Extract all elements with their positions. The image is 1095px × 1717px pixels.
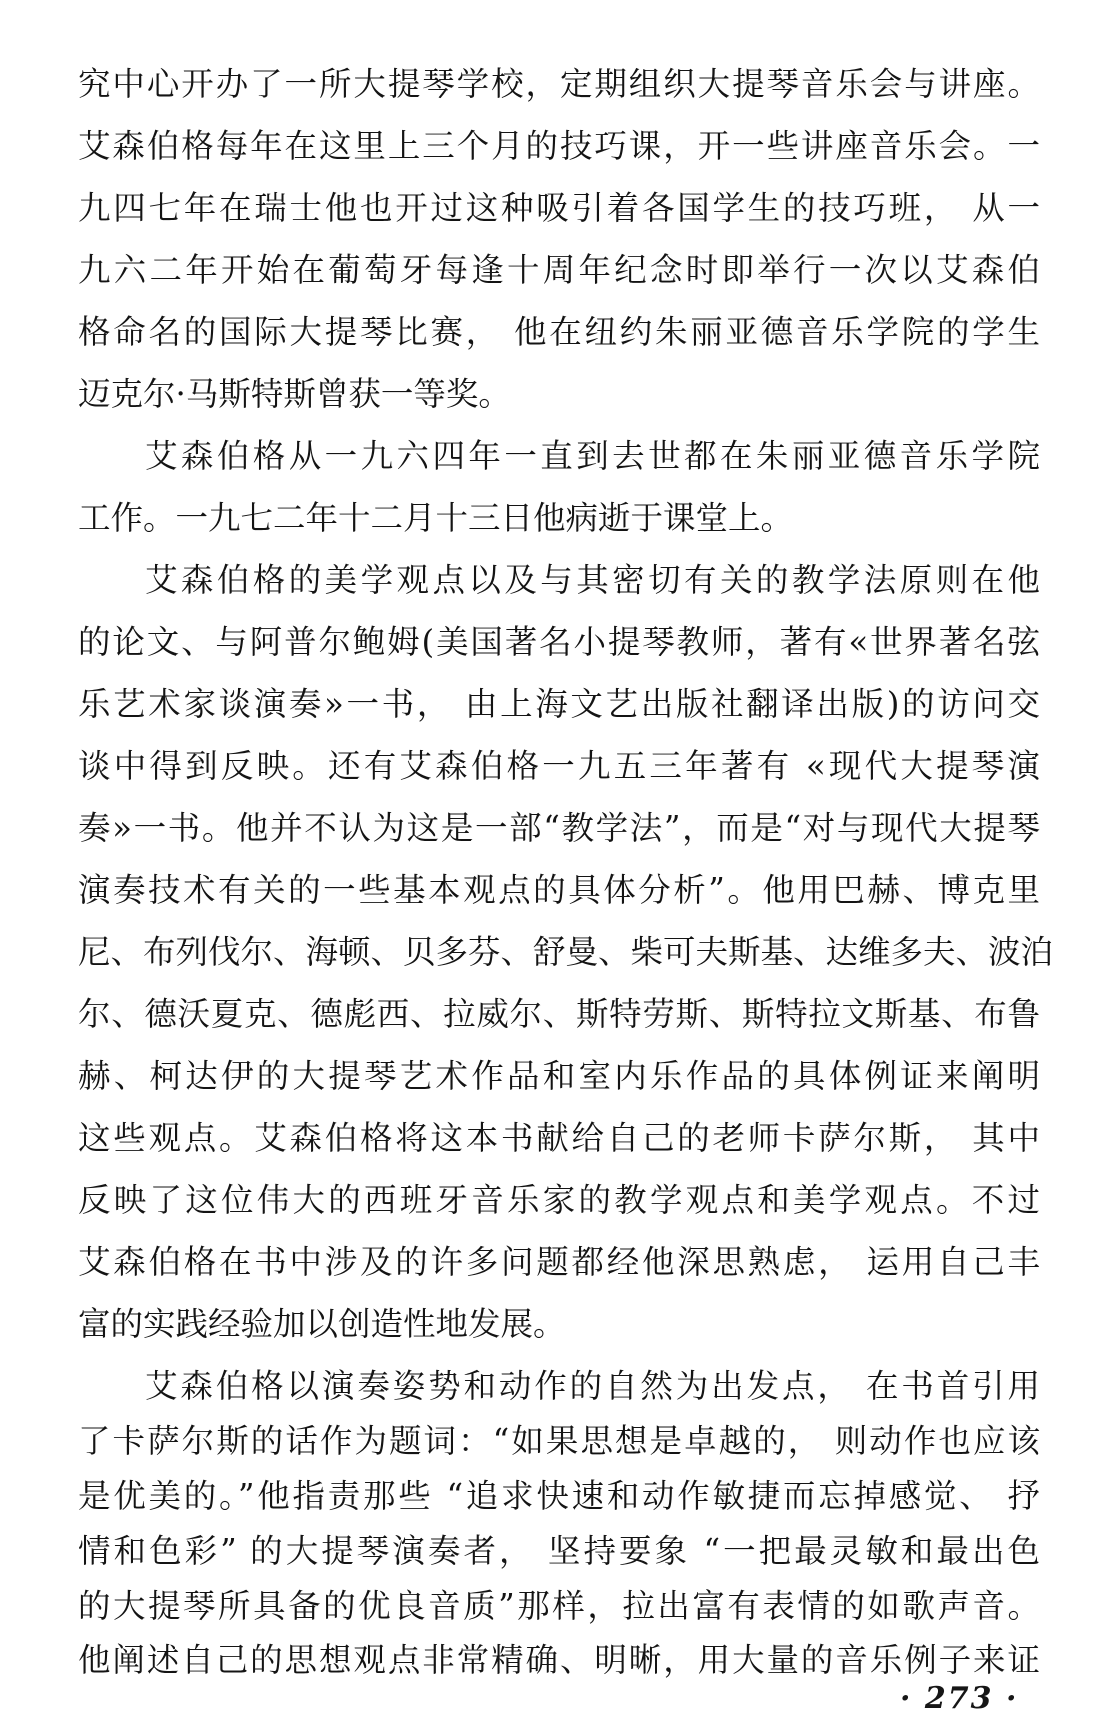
text-line: 的论文、与阿普尔鲍姆(美国著名小提琴教师，著有«世界著名弦 <box>78 623 1040 661</box>
text-line: 九六二年开始在葡萄牙每逢十周年纪念时即举行一次以艾森伯 <box>78 251 1040 289</box>
text-line: 这些观点。艾森伯格将这本书献给自己的老师卡萨尔斯， 其中 <box>78 1119 1040 1157</box>
text-line: 奏»一书。他并不认为这是一部“教学法”，而是“对与现代大提琴 <box>78 809 1040 847</box>
text-line: 演奏技术有关的一些基本观点的具体分析”。他用巴赫、博克里 <box>78 871 1040 909</box>
text-line: 艾森伯格的美学观点以及与其密切有关的教学法原则在他 <box>145 561 1040 599</box>
text-line: 格命名的国际大提琴比赛， 他在纽约朱丽亚德音乐学院的学生 <box>78 313 1040 351</box>
text-line: 了卡萨尔斯的话作为题词：“如果思想是卓越的， 则动作也应该 <box>78 1422 1040 1460</box>
text-line: 艾森伯格以演奏姿势和动作的自然为出发点， 在书首引用 <box>145 1367 1040 1405</box>
text-line: 艾森伯格从一九六四年一直到去世都在朱丽亚德音乐学院 <box>145 437 1040 475</box>
text-line: 反映了这位伟大的西班牙音乐家的教学观点和美学观点。不过 <box>78 1181 1040 1219</box>
text-line: 究中心开办了一所大提琴学校，定期组织大提琴音乐会与讲座。 <box>78 65 1040 103</box>
text-line: 是优美的。”他指责那些 “追求快速和动作敏捷而忘掉感觉、 抒 <box>78 1477 1040 1515</box>
text-line: 尼、布列伐尔、海顿、贝多芬、舒曼、柴可夫斯基、达维多夫、波泊 <box>78 933 1054 971</box>
text-line: 情和色彩” 的大提琴演奏者， 坚持要象 “一把最灵敏和最出色 <box>78 1532 1040 1570</box>
text-line: 艾森伯格每年在这里上三个月的技巧课，开一些讲座音乐会。一 <box>78 127 1040 165</box>
text-line: 工作。一九七二年十二月十三日他病逝于课堂上。 <box>78 499 794 537</box>
text-line: 迈克尔·马斯特斯曾获一等奖。 <box>78 375 511 413</box>
text-line: 艾森伯格在书中涉及的许多问题都经他深思熟虑， 运用自己丰 <box>78 1243 1040 1281</box>
text-line: 九四七年在瑞士他也开过这种吸引着各国学生的技巧班， 从一 <box>78 189 1040 227</box>
text-line: 富的实践经验加以创造性地发展。 <box>78 1305 566 1343</box>
text-line: 乐艺术家谈演奏»一书， 由上海文艺出版社翻译出版)的访问交 <box>78 685 1040 723</box>
text-line: 谈中得到反映。还有艾森伯格一九五三年著有 «现代大提琴演 <box>78 747 1040 785</box>
text-line: 尔、德沃夏克、德彪西、拉威尔、斯特劳斯、斯特拉文斯基、布鲁 <box>78 995 1040 1033</box>
text-line: 赫、柯达伊的大提琴艺术作品和室内乐作品的具体例证来阐明 <box>78 1057 1040 1095</box>
page-number: · 273 · <box>900 1681 1019 1716</box>
text-line: 的大提琴所具备的优良音质”那样，拉出富有表情的如歌声音。 <box>78 1587 1040 1625</box>
text-line: 他阐述自己的思想观点非常精确、明晰，用大量的音乐例子来证 <box>78 1641 1040 1679</box>
